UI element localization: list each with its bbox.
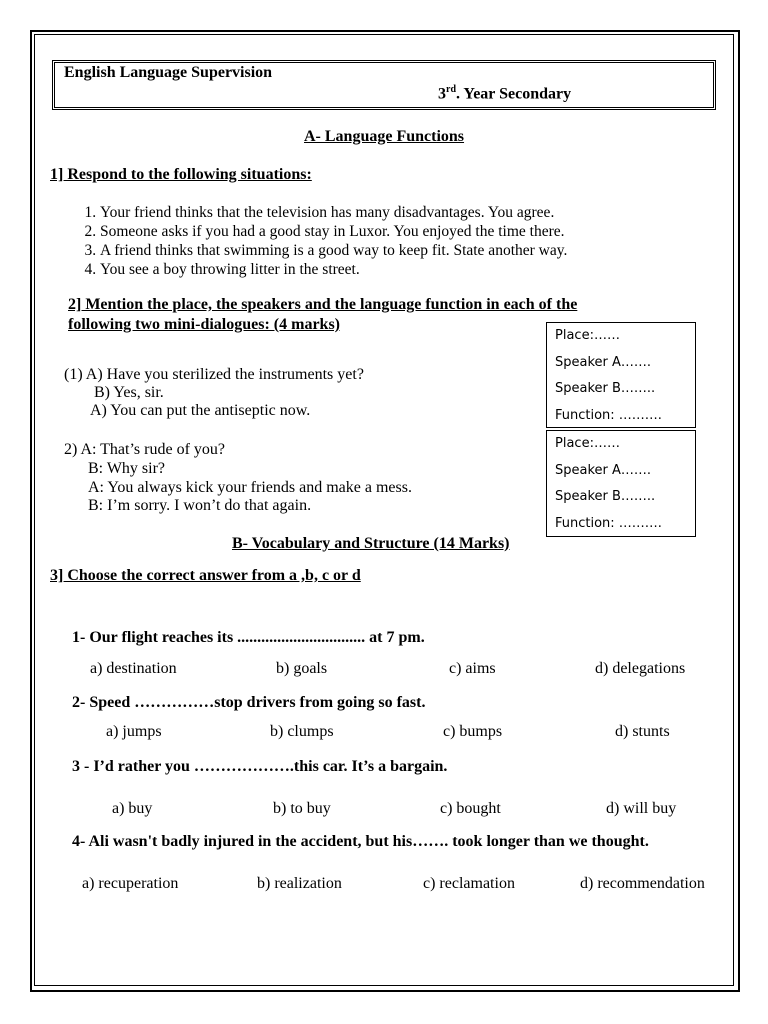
supervision-label: English Language Supervision bbox=[64, 64, 273, 81]
question-2-stem: 2- Speed ……………stop drivers from going so fast. bbox=[72, 694, 426, 711]
list-item: 2. Someone asks if you had a good stay in Luxor. You enjoyed the time there. bbox=[100, 222, 567, 241]
q4-option-b: b) realization bbox=[257, 875, 342, 892]
dialogue2-line2: B: Why sir? bbox=[88, 460, 166, 477]
q2-option-a: a) jumps bbox=[106, 723, 162, 740]
q2-option-c: c) bumps bbox=[443, 723, 503, 740]
q1-option-c: c) aims bbox=[449, 660, 496, 677]
q2-heading-line1: 2] Mention the place, the speakers and the language function in each of the bbox=[68, 296, 578, 313]
question-4-stem: 4- Ali wasn't badly injured in the accident, but his……. took longer than we thought. bbox=[72, 833, 649, 850]
speaker-a-field: Speaker A……. bbox=[555, 462, 652, 478]
speaker-b-field: Speaker B…….. bbox=[555, 489, 656, 504]
question-1-stem: 1- Our flight reaches its ................................ at 7 pm. bbox=[72, 629, 425, 646]
q2-option-b: b) clumps bbox=[270, 723, 334, 740]
answer-box-2 bbox=[546, 430, 696, 537]
function-field: Function: ………. bbox=[555, 515, 662, 531]
q1-option-b: b) goals bbox=[276, 660, 328, 677]
year-rest: . Year Secondary bbox=[456, 85, 572, 103]
answer-box-1 bbox=[546, 322, 696, 428]
year-number: 3 bbox=[438, 85, 446, 103]
q1-option-a: a) destination bbox=[90, 660, 177, 677]
list-item: 4. You see a boy throwing litter in the street. bbox=[100, 260, 567, 279]
dialogue1-line2: B) Yes, sir. bbox=[94, 384, 164, 401]
speaker-a-field: Speaker A……. bbox=[555, 354, 652, 370]
q3-option-a: a) buy bbox=[112, 800, 153, 817]
q4-option-a: a) recuperation bbox=[82, 875, 179, 892]
year-label bbox=[438, 84, 571, 103]
speaker-b-field: Speaker B…….. bbox=[555, 381, 656, 396]
place-field: Place:…… bbox=[555, 328, 620, 343]
place-field: Place:…… bbox=[555, 436, 620, 451]
q3-option-d: d) will buy bbox=[606, 800, 677, 817]
dialogue2-line3: A: You always kick your friends and make a mess. bbox=[88, 479, 412, 496]
q4-option-d: d) recommendation bbox=[580, 875, 705, 892]
q3-heading: 3] Choose the correct answer from a ,b, c or d bbox=[50, 567, 361, 584]
q2-heading-line2: following two mini-dialogues: (4 marks) bbox=[68, 316, 340, 333]
question-3-stem: 3 - I’d rather you ……………….this car. It’s a bargain. bbox=[72, 758, 448, 775]
dialogue2-line1: 2) A: That’s rude of you? bbox=[64, 441, 226, 458]
dialogue1-line1: (1) A) Have you sterilized the instruments yet? bbox=[64, 366, 364, 383]
dialogue1-line3: A) You can put the antiseptic now. bbox=[90, 402, 311, 419]
list-item: 3. A friend thinks that swimming is a good way to keep fit. State another way. bbox=[100, 241, 567, 260]
q3-option-c: c) bought bbox=[440, 800, 501, 817]
function-field: Function: ………. bbox=[555, 407, 662, 423]
list-item: 1. Your friend thinks that the television has many disadvantages. You agree. bbox=[100, 203, 567, 222]
q2-option-d: d) stunts bbox=[615, 723, 670, 740]
situations-list bbox=[70, 203, 567, 279]
q1-option-d: d) delegations bbox=[595, 660, 686, 677]
q4-option-c: c) reclamation bbox=[423, 875, 515, 892]
year-suffix: rd bbox=[446, 84, 456, 95]
q1-heading: 1] Respond to the following situations: bbox=[50, 166, 312, 183]
dialogue2-line4: B: I’m sorry. I won’t do that again. bbox=[88, 497, 312, 514]
section-a-title: A- Language Functions bbox=[304, 128, 465, 145]
section-b-title: B- Vocabulary and Structure (14 Marks) bbox=[232, 535, 510, 552]
q3-option-b: b) to buy bbox=[273, 800, 331, 817]
